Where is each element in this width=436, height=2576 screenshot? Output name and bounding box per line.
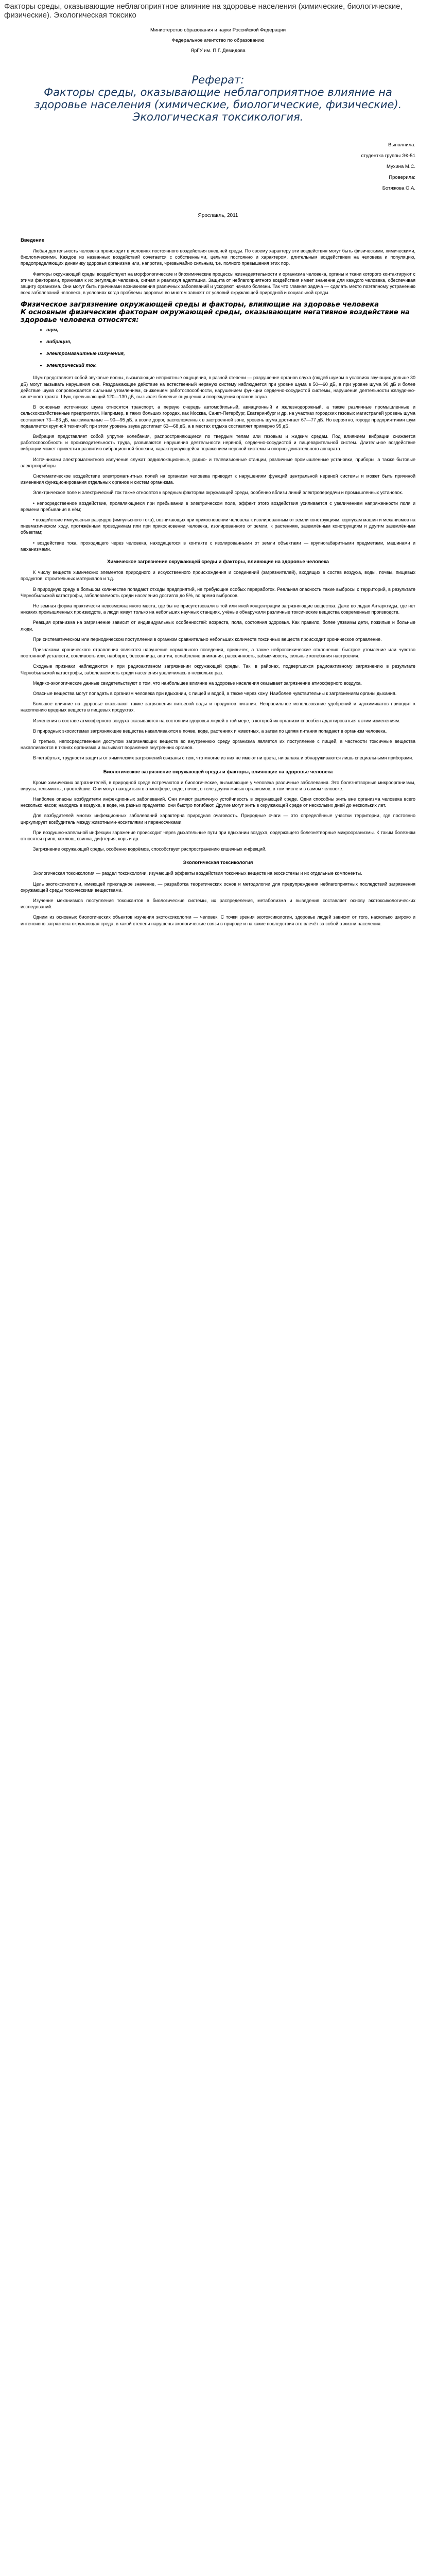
paragraph: При систематическом или периодическом поступлении в организм сравнительно небольших количеств токсичных веществ происходит хроническое отравление. (33, 636, 382, 642)
paragraph: В-четвёртых, трудности защиты от химических загрязнений связаны с тем, что многие из них не имеют ни цвета, ни запаха и обнаруживаются лишь специальными приборами. (33, 755, 413, 761)
paragraph: Источниками электромагнитного излучения служат радиолокационные, радио- и телевизионные станции, различные промышленные установки, приборы, а также бытовые электроприборы. (21, 456, 415, 468)
paragraph: При воздушно-капельной инфекции заражение происходит через дыхательные пути при вдыхании воздуха, содержащего болезнетворные микроорганизмы. К таким болезням относятся грипп, коклюш, свинка, дифтерия, корь и др. (21, 829, 415, 841)
paragraph: Изучение механизмов поступления токсикантов в биологические системы, их распределения, метаболизма и выведения составляет основу экотоксикологических исследований. (21, 898, 415, 910)
paragraph: В природных экосистемах загрязняющие вещества накапливаются в почве, воде, растениях и животных, а затем по цепям питания попадают в организм человека. (33, 728, 387, 734)
signature-block (21, 142, 415, 192)
paragraph: Кроме химических загрязнителей, в природной среде встречаются и биологические, вызывающие у человека различные заболевания. Это болезнетворные микроорганизмы, вирусы, гельминты, простейшие. Они могут находиться в атмосфере, воде, почве, в теле других живых организмов, в том числе и в самом человеке. (21, 779, 415, 791)
paragraph: • воздействие тока, проходящего через человека, находящегося в контакте с изолированными от земли объектами — крупногабаритными предметами, машинами и механизмами. (21, 540, 415, 552)
physical-section-text (21, 375, 415, 552)
physical-section-subheading: К основным физическим факторам окружающей среды, оказывающим негативное воздействие на здоровье человека относятся: (21, 309, 410, 325)
paragraph: Признаками хронического отравления являются нарушение нормального поведения, привычек, а также нейропсихические отклонения: быстрое утомление или чувство постоянной усталости, сонливость или, наоборот, бессонница, апатия, ослабление внимания, рассеянность, забывчивость, сильные колебания настроения. (21, 647, 415, 659)
list-item: • шум, (46, 324, 415, 336)
paragraph: Для возбудителей многих инфекционных заболеваний характерна природная очаговость. Природные очаги — это определённые участки территории, где постоянно циркулирует возбудитель между животными-носителями и переносчиками. (21, 813, 415, 825)
paragraph: В природную среду в большом количестве попадают отходы предприятий, не требующие особых переработок. Реальная опасность такие выбросы с территорий, в результате Чернобыльской катастрофы, заболеваемость среди населения достигла до 5%, во время выбросов. (21, 586, 415, 598)
paragraph: В основных источниках шума относятся транспорт, а первую очередь автомобильный, авиационный и железнодорожный, а также различные промышленные и сельскохозяйственные предприятия. Например, в таких больших городах, как Москва, Санкт-Петербург, Екатеринбург и др. на участках городских газовых магистралей уровень шума составляет 73—83 дБ, максимальные — 90—95 дБ, а возле дорог, расположенных в застроенной зоне, уровень шума достигает 67—77 дБ. Но вероятно, городе предприятиями шум подавляется крупной техникой; при этом уровень звука достигает 63—68 дБ, а в местах отдыха составляет примерно 95 дБ. (21, 404, 415, 429)
biological-section-heading: Биологическое загрязнение окружающей среды и факторы, влияющие на здоровье человека (103, 769, 333, 775)
page-title: Факторы среды, оказывающие неблагоприятное влияние на здоровье населения (химические, биологические, физические). Экологическая токсико (4, 2, 403, 20)
toxicology-section-text (21, 870, 415, 926)
paragraph: Сходные признаки наблюдаются и при радиоактивном загрязнении окружающей среды. Так, в районах, подвергшихся радиоактивному загрязнению в результате Чернобыльской катастрофы, заболеваемость среди населения увеличилась в несколько раз. (21, 664, 415, 675)
list-item: • вибрация, (46, 336, 415, 348)
paragraph: Вибрация представляет собой упругие колебания, распространяющиеся по твердым телам или газовым и жидким средам. Под влиянием вибрации снижается работоспособность и производительность труда, развиваются нарушения деятельности нервной, сердечно-сосудистой и пищеварительной систем. Длительное воздействие вибрации может привести к развитию вибрационной болезни, характеризующейся поражением нервной системы и опорно-двигательного аппарата. (21, 434, 415, 452)
paragraph: • непосредственное воздействие, проявляющееся при пребывании в электрическом поле, эффект этого воздействия усиливается с увеличением напряженности поля и времени пребывания в нём; (21, 500, 415, 512)
performed-label: Выполнила: (388, 142, 415, 148)
paragraph: Загрязнение окружающей среды, особенно водоёмов, способствует распространению кишечных инфекций. (33, 846, 267, 852)
intro-title: Введение (21, 238, 45, 243)
list-item: • электрический ток. (46, 360, 415, 371)
university-line: ЯрГУ им. П.Г. Демидова (190, 48, 246, 54)
list-item: • электромагнитные излучения, (46, 348, 415, 360)
report-heading: Реферат: (191, 74, 245, 86)
ministry-line: Министерство образования и науки Российской Федерации (150, 27, 286, 33)
student-name: Мухина М.С. (386, 164, 415, 170)
checker-name: Ботяжова О.А. (382, 185, 415, 191)
intro-text (21, 248, 415, 296)
intro-paragraph: Факторы окружающей среды воздействуют на морфологические и биохимические процессы жизнедеятельности и организма человека, органы и ткани которого контактируют с этими факторами, принимая к их регуляции человека, сигнал и реализуя адаптации. Защита от неблагоприятного воздействия имеет значение для каждого человека, обеспечивая защиту организма. Они могут быть причинами возникновения различных заболеваний и ускоряют начало болезни. Так что главная задача — сделать место поэтапному устранению всех заболеваний человека, в условиях когда проблемы здоровья во многом зависят от условий окружающей природной и социальной среды. (21, 271, 415, 296)
paragraph: Медико-экологические данные свидетельствуют о том, что наибольшее влияние на здоровье населения оказывает загрязнение атмосферного воздуха. (33, 680, 362, 686)
physical-section-heading: Физическое загрязнение окружающей среды и факторы, влияющие на здоровье человека (21, 301, 379, 309)
chemical-section-text (21, 569, 415, 761)
biological-section-text (21, 779, 415, 853)
paragraph: Опасные вещества могут попадать в организм человека при вдыхании, с пищей и водой, а также через кожу. Наиболее чувствительны к загрязнениям органы дыхания. (33, 690, 397, 696)
intro-paragraph: Любая деятельность человека происходит в условиях постоянного воздействия внешней среды. По своему характеру эти воздействия могут быть физическими, химическими, биологическими. Каждое из названных воздействий сочетается с собственными, целыми постоянно и характером, длительным воздействием на человека и популяцию, предопределяющих динамику здоровья организма или, напротив, чрезвычайно сильным, т.е. полного превышения этих пор. (21, 248, 415, 266)
city-year: Ярославль, 2011 (198, 213, 238, 218)
paragraph: Реакция организма на загрязнение зависит от индивидуальных особенностей: возраста, пола, состояния здоровья. Как правило, более уязвимы дети, пожилые и больные люди. (21, 620, 415, 632)
paragraph: Не земная форма практически невозможна иного места, где бы не присутствовали в той или иной концентрации загрязняющие вещества. Даже во льдах Антарктиды, где нет никаких промышленных производств, а люди живут только на небольших научных станциях, учёные обнаружили различные токсические вещества современных производств. (21, 603, 415, 615)
document-body (0, 20, 436, 927)
paragraph: Одним из основных биологических объектов изучения экотоксикологии — человек. С точки зрения экотоксикологии, здоровье людей зависит от того, насколько широко и интенсивно загрязнена окружающая среда, в какой степени нарушены экологические связи в природе и на какие последствия это влечёт за собой в жизни населения. (21, 914, 415, 926)
student-group: студентка группы ЭК-51 (361, 153, 415, 159)
paragraph: Экологическая токсикология — раздел токсикологии, изучающий эффекты воздействия токсичных веществ на экосистемы и их отдельные компоненты. (33, 871, 362, 876)
checked-label: Проверила: (389, 175, 415, 180)
paragraph: Изменения в составе атмосферного воздуха сказываются на состоянии здоровья людей в той мере, в которой их организм способен адаптироваться к этим изменениям. (33, 718, 400, 723)
paragraph: • воздействие импульсных разрядов (импульсного тока), возникающих при прикосновении человека к изолированным от земли конструкциям, корпусам машин и механизмов на пневматическом ходу, протяжённым проводникам или при прикосновении человека, изолированного от земли, к растениям, заземлённым конструкциям и другим заземлённым объектам; (21, 517, 415, 535)
toxicology-section-heading: Экологическая токсикология (183, 860, 253, 866)
paragraph: Систематическое воздействие электромагнитных полей на организм человека приводит к нарушениям функций центральной нервной системы и может быть причиной изменения функционирования отдельных органов и систем организма. (21, 473, 415, 485)
paragraph: Большое влияние на здоровье оказывают также загрязнения питьевой воды и продуктов питания. Неправильное использование удобрений и ядохимикатов приводит к накоплению вредных веществ в пищевых продуктах. (21, 701, 415, 713)
chemical-section-heading: Химическое загрязнение окружающей среды и факторы, влияющие на здоровье человека (107, 559, 329, 565)
paragraph: Наиболее опасны возбудители инфекционных заболеваний. Они имеют различную устойчивость в окружающей среде. Одни способны жить вне организма человека всего несколько часов; находясь в воздухе, в воде, на разных предметах, они быстро погибают. Другие могут жить в окружающей среде от нескольких дней до нескольких лет. (21, 796, 415, 808)
report-topic: Факторы среды, оказывающие неблагоприятное влияние на здоровье населения (химические, биологические, физические). Экологическая токсикология. (34, 86, 402, 123)
paragraph: Шум представляет собой звуковые волны, вызывающие неприятные ощущения, в разной степени — разрушение органов слуха (людей шумом в условиях звучащих дольше 30 дБ) могут вызывать нарушения сна. Раздражающее действие на естественный нервную систему наблюдается при уровне шума в 50—60 дБ, а при уровне шума 90 дБ и более действие шума сопровождается сильным утомлением, снижением работоспособности, нарушением функции сердечно-сосудистой системы, нарушения деятельности желудочно-кишечного тракта. Шум, превышающий 120—130 дБ, вызывает болевые ощущения и повреждения органов слуха. (21, 375, 415, 400)
physical-factors-list (21, 324, 415, 371)
paragraph: Электрическое поле и электрический ток также относятся к вредным факторам окружающей среды, особенно вблизи линий электропередачи и промышленных установок. (33, 490, 403, 496)
paragraph: Цель экотоксикологии, имеющей прикладное значение, — разработка теоретических основ и методологии для предупреждения неблагоприятных последствий загрязнения окружающей среды токсическими веществами. (21, 881, 415, 893)
agency-line: Федеральное агентство по образованию (171, 38, 265, 43)
paragraph: К числу веществ химических элементов природного и искусственного происхождения и соединений (загрязнителей), входящих в состав воздуха, воды, почвы, пищевых продуктов, строительных материалов и т.д. (21, 570, 415, 582)
paragraph: В третьих, непосредственным доступом загрязняющих веществ во внутреннюю среду организма является их поступление с пищей, в частности токсичные вещества накапливаются в тканях организма и вызывают поражение внутренних органов. (21, 738, 415, 751)
